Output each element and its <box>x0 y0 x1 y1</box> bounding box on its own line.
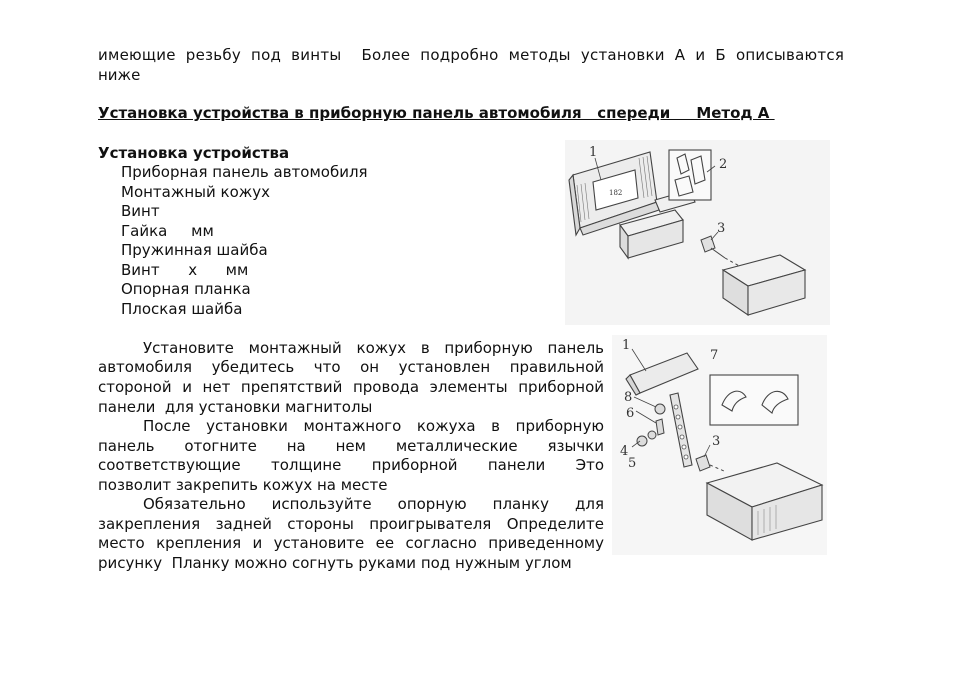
list-item: Винт х мм <box>121 261 249 279</box>
figure2-label-1: 1 <box>622 338 631 353</box>
installation-figure-1 <box>565 140 830 325</box>
paragraph-2-line: После установки монтажного кожуха в приборную <box>143 417 604 435</box>
list-item: Пружинная шайба <box>121 241 268 259</box>
figure2-label-3: 3 <box>712 434 721 449</box>
paragraph-1-line: автомобиля убедитесь что он установлен правильной <box>98 358 604 376</box>
paragraph-1-line: панели для установки магнитолы <box>98 398 373 416</box>
list-item: Плоская шайба <box>121 300 243 318</box>
paragraph-1-line: Установите монтажный кожух в приборную панель <box>143 339 604 357</box>
intro-line-2: ниже <box>98 66 141 84</box>
section-heading: Установка устройства в приборную панель автомобиля спереди Метод А <box>98 104 775 122</box>
paragraph-2-line: соответствующие толщине приборной панели Это <box>98 456 604 474</box>
figure1-label-3: 3 <box>717 221 726 236</box>
paragraph-3-line: закрепления задней стороны проигрывателя Определите <box>98 515 604 533</box>
paragraph-1-line: стороной и нет препятствий провода элементы приборной <box>98 378 604 396</box>
paragraph-3-line: место крепления и установите ее согласно приведенному <box>98 534 604 552</box>
panel-label: 182 <box>609 189 623 197</box>
install-title: Установка устройства <box>98 144 290 162</box>
paragraph-3-line: Обязательно используйте опорную планку для <box>143 495 604 513</box>
list-item: Винт <box>121 202 160 220</box>
figure2-label-7: 7 <box>710 348 719 363</box>
figure2-label-5: 5 <box>628 456 637 471</box>
list-item: Приборная панель автомобиля <box>121 163 368 181</box>
intro-line-1: имеющие резьбу под винты Более подробно методы установки А и Б описываются <box>98 46 845 64</box>
figure1-label-2: 2 <box>719 157 728 172</box>
list-item: Гайка мм <box>121 222 214 240</box>
figure2-label-4: 4 <box>620 444 629 459</box>
figure1-label-1: 1 <box>589 145 598 160</box>
figure2-label-6: 6 <box>626 406 635 421</box>
figure2-label-8: 8 <box>624 390 633 405</box>
paragraph-3-line: рисунку Планку можно согнуть руками под нужным углом <box>98 554 572 572</box>
installation-figure-2 <box>612 335 827 555</box>
paragraph-2-line: позволит закрепить кожух на месте <box>98 476 388 494</box>
list-item: Опорная планка <box>121 280 251 298</box>
paragraph-2-line: панель отогните на нем металлические язычки <box>98 437 604 455</box>
list-item: Монтажный кожух <box>121 183 271 201</box>
